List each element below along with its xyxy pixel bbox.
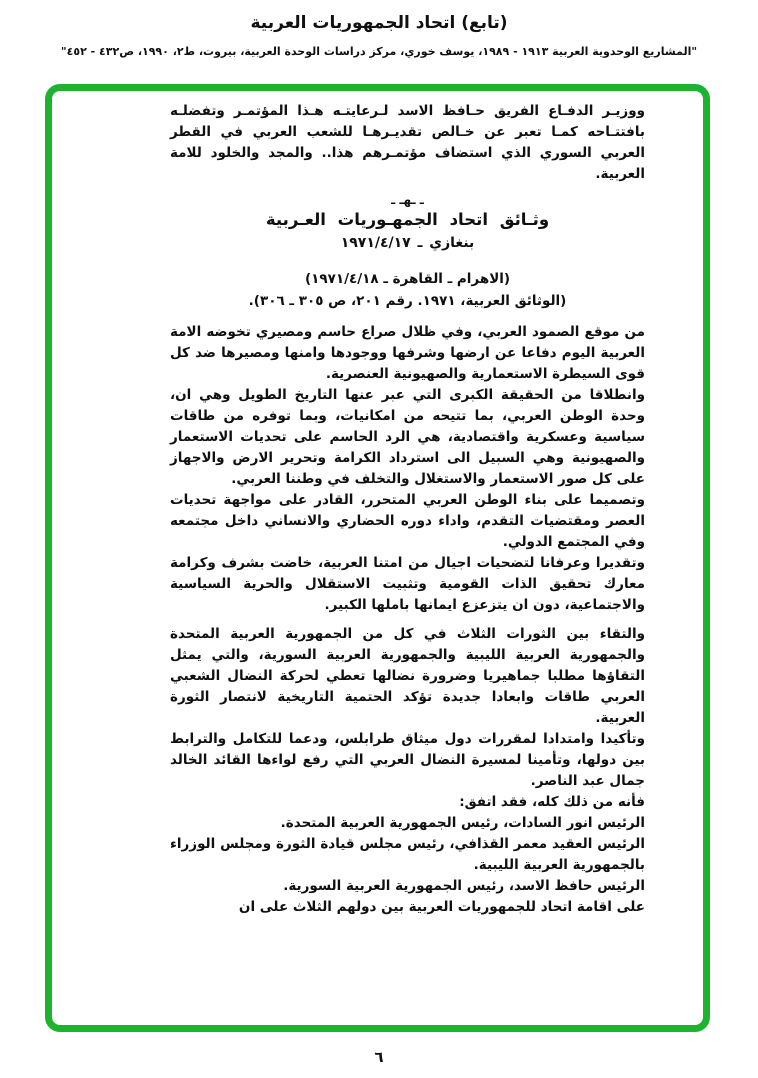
- body-paragraph: وتقديرا وعرفانا لتضحيات اجيال من امتنا العربية، خاضت بشرف وكرامة معارك تحقيق الذات القومية وتثبيت الاستقلال والحرية السياسية والاجتماعية، دون ان يتزعزع ايمانها باملها الكبير.: [170, 555, 645, 613]
- body-paragraph: على اقامة اتحاد للجمهوريات العربية بين دولهم الثلاث على ان: [238, 899, 645, 915]
- body-paragraph: الرئيس انور السادات، رئيس الجمهورية العربية المتحدة.: [280, 815, 645, 831]
- intro-paragraph: ووزيـر الدفـاع الفريق حـافظ الاسد لـرعايتـه هـذا المؤتمـر وتفضلـه بافتتـاحه كمـا تعبر عن خـالص تقديـرهـا للشعب العربي في القطر العربي السوري الذي استضاف مؤتمـرهم هذا.. والمجد والخلود للامة العربية.: [170, 103, 645, 182]
- body-paragraph: فأنه من ذلك كله، فقد اتفق:: [459, 794, 645, 810]
- document-title: وثـائق اتحاد الجمهـوريات العـربية: [265, 210, 550, 229]
- document-subtitle: بنغازي ـ ١٩٧١/٤/١٧: [340, 235, 475, 251]
- body-paragraph: وتأكيدا وامتدادا لمقررات دول ميثاق طرابلس، ودعما للتكامل والترابط بين دولها، وتأمينا لمسيرة النضال العربي التي رفع لواءها القائد الخالد جمال عبد الناصر.: [170, 731, 645, 789]
- body-paragraph: الرئيس العقيد معمر القذافي، رئيس مجلس قيادة الثورة ومجلس الوزراء بالجمهورية العربية الليبية.: [170, 836, 645, 873]
- source-citation: "المشاريع الوحدوية العربية ١٩١٣ - ١٩٨٩، يوسف خوري، مركز دراسات الوحدة العربية، بيروت، ط٢، ١٩٩٠، ص٤٣٢ - ٤٥٢": [60, 45, 698, 58]
- body-paragraph: وتصميما على بناء الوطن العربي المتحرر، القادر على مواجهة تحديات العصر ومقتضيات التقدم، واداء دوره الحضاري والانساني داخل مجتمعه وفي المجتمع الدولي.: [170, 492, 645, 550]
- page-number: ٦: [374, 1048, 384, 1066]
- body-paragraph: من موقع الصمود العربي، وفي ظلال صراع حاسم ومصيري تخوضه الامة العربية اليوم دفاعا عن ارضها وشرفها ووجودها وامنها ومصيرها ضد كل قوى السيطرة الاستعمارية والصهيونية العنصرية.: [170, 324, 645, 382]
- source-line: (الاهرام ـ القاهرة ـ ١٩٧١/٤/١٨): [304, 271, 511, 287]
- body-paragraph: وانطلاقا من الحقيقة الكبرى التي عبر عنها التاريخ الطويل وهي ان، وحدة الوطن العربي، بما تتيحه من امكانيات، وبما توفره من طاقات سياسية وعسكرية واقتصادية، هي الرد الحاسم على تحديات الاستعمار والصهيونية وهي السبيل الى استرداد الكرامة وتحرير الارض والاجهاز على كل صور الاستعمار والاستغلال والتخلف في وطننا العربي.: [170, 387, 645, 487]
- document-content: [52, 91, 703, 918]
- body-paragraph: والتقاء بين الثورات الثلاث في كل من الجمهورية العربية المتحدة والجمهورية العربية الليبية والجمهورية العربية السورية، والتي يمثل التقاؤها مطلبا جماهيريا وضرورة نضالها تعطي لحركة النضال الشعبي العربي طاقات وابعادا جديدة تؤكد الحتمية التاريخية لانتصار الثورة العربية.: [170, 626, 645, 726]
- page-header-title: (تابع) اتحاد الجمهوريات العربية: [250, 13, 508, 33]
- ornament-mark: ـ ـهـ ـ: [391, 193, 424, 207]
- document-frame: [45, 84, 710, 1032]
- body-paragraph: الرئيس حافظ الاسد، رئيس الجمهورية العربية السورية.: [283, 878, 645, 894]
- source-line: (الوثائق العربية، ١٩٧١. رقم ٢٠١، ص ٣٠٥ ـ ٣٠٦).: [248, 293, 567, 309]
- source-references: [170, 268, 645, 312]
